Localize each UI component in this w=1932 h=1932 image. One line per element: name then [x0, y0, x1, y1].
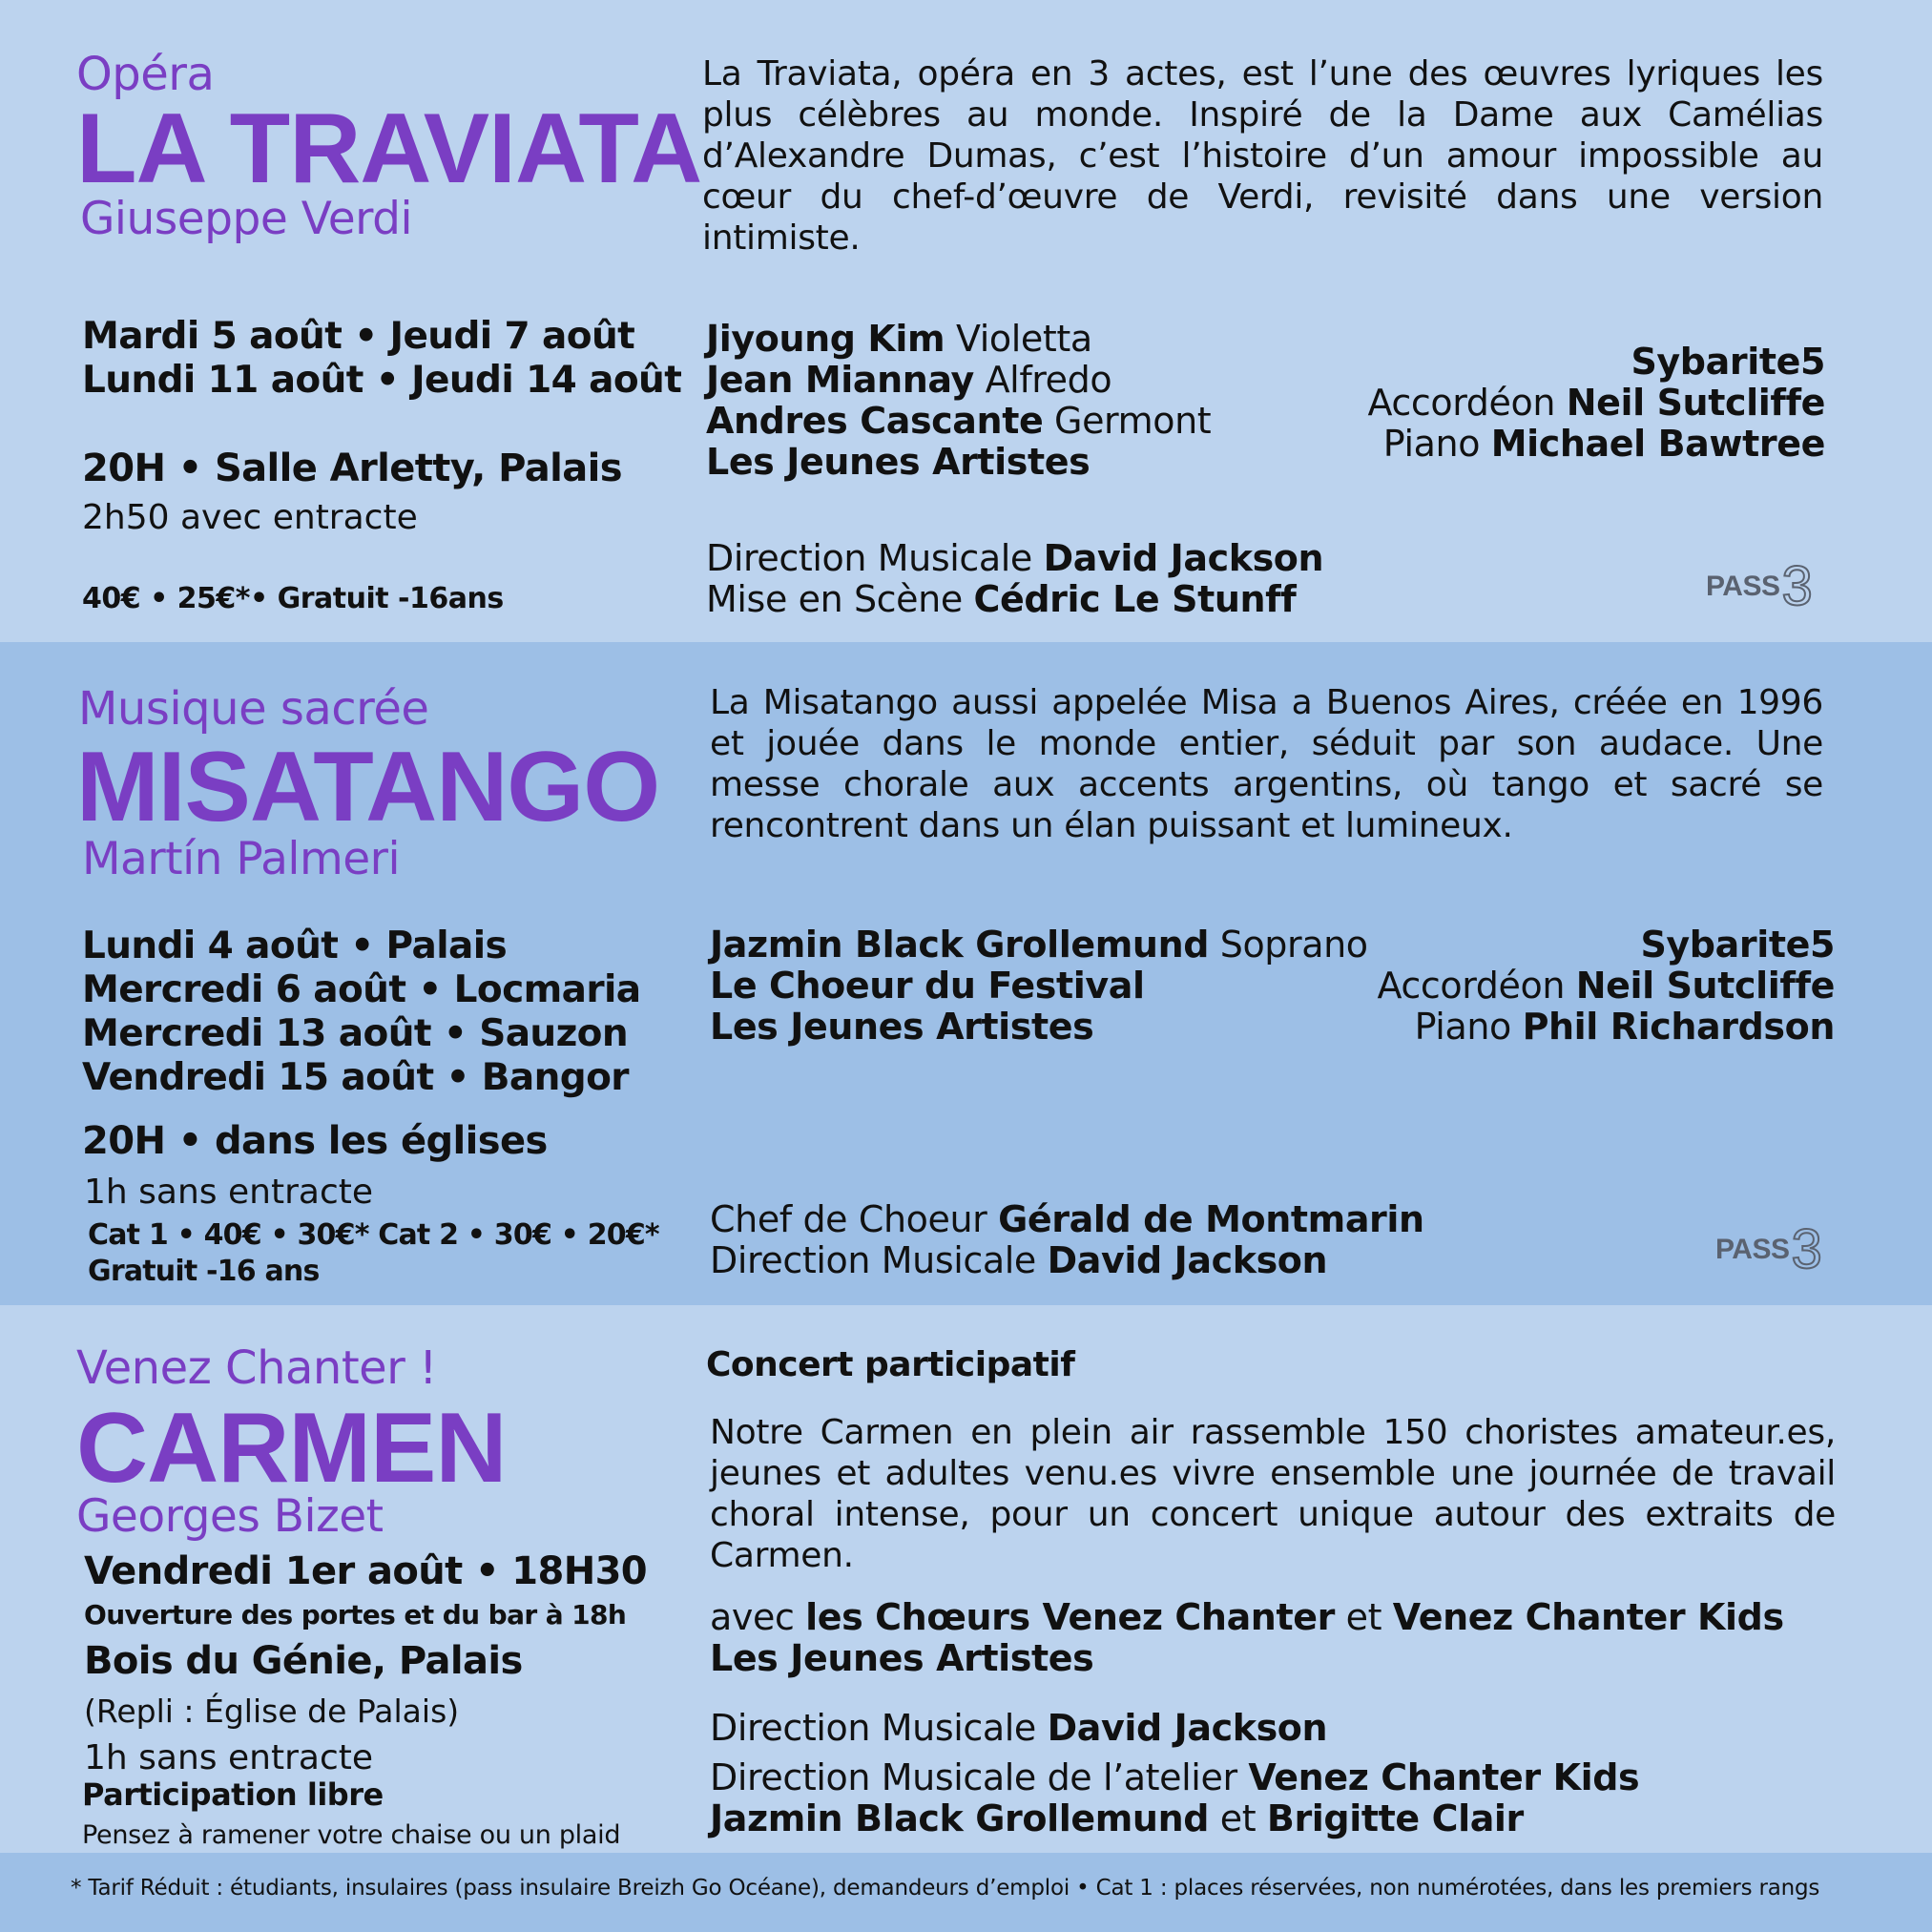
misatango-prices: Cat 1 • 40€ • 30€* Cat 2 • 30€ • 20€* — [88, 1218, 659, 1252]
traviata-ensemble — [1367, 342, 1825, 465]
credit-row — [710, 1708, 1327, 1749]
carmen-duration: 1h sans entracte — [84, 1738, 373, 1777]
pass-label: PASS — [1715, 1234, 1790, 1265]
traviata-time-venue: 20H • Salle Arletty, Palais — [82, 447, 622, 490]
date-line: Vendredi 15 août • Bangor — [82, 1056, 629, 1099]
cast-role: Germont — [1054, 400, 1212, 442]
carmen-price: Participation libre — [82, 1776, 384, 1813]
ensemble-line — [1377, 966, 1835, 1007]
carmen-subtitle: Concert participatif — [706, 1345, 1075, 1384]
cast-role: Violetta — [955, 318, 1092, 360]
cast-row — [706, 319, 1211, 360]
cast-name: Andres Cascante — [706, 400, 1044, 442]
date-line: Mardi 5 août • Jeudi 7 août — [82, 315, 635, 358]
instrument-label: Accordéon — [1377, 965, 1566, 1007]
traviata-dates — [82, 315, 681, 403]
carmen-date-time: Vendredi 1er août • 18H30 — [84, 1549, 648, 1593]
carmen-direction — [710, 1708, 1327, 1749]
misatango-description: La Misatango aussi appelée Misa a Buenos Aires, créée en 1996 et jouée dans le monde entier, séduit par son audace. Une messe chorale aux accents argentins, où tango et sacré se rencontrent dans un élan puissant et lumineux. — [710, 683, 1823, 845]
cast-name: Jiyoung Kim — [706, 318, 945, 360]
cast-name: Les Jeunes Artistes — [706, 441, 1091, 483]
conjunction: et — [1345, 1596, 1382, 1638]
cast-row — [710, 966, 1368, 1007]
credit-name: Brigitte Clair — [1266, 1797, 1524, 1839]
footer-note — [0, 1853, 1932, 1932]
pass-label: PASS — [1706, 571, 1780, 602]
traviata-prices: 40€ • 25€*• Gratuit -16ans — [82, 582, 504, 615]
misatango-duration: 1h sans entracte — [84, 1173, 373, 1212]
date-line: Mercredi 6 août • Locmaria — [82, 968, 641, 1011]
footer-text: * Tarif Réduit : étudiants, insulaires (pass insulaire Breizh Go Océane), demandeurs d’emploi • Cat 1 : places réservées, non numérotées, dans les premiers rangs — [71, 1876, 1820, 1901]
traviata-duration: 2h50 avec entracte — [82, 498, 418, 537]
choir-name: les Chœurs Venez Chanter — [805, 1596, 1335, 1638]
carmen-venue: Bois du Génie, Palais — [84, 1639, 523, 1683]
carmen-description: Notre Carmen en plein air rassemble 150 choristes amateur.es, jeunes et adultes venu.es vivre ensemble une journée de travail choral intense, pour un concert unique autour des extraits de Carmen. — [710, 1413, 1836, 1575]
conjunction: et — [1219, 1797, 1257, 1839]
carmen-performers — [710, 1597, 1784, 1679]
cast-row — [706, 442, 1211, 483]
traviata-composer: Giuseppe Verdi — [80, 193, 413, 245]
pass-number: 3 — [1791, 1218, 1822, 1280]
credit-row — [706, 579, 1323, 620]
cast-role: Soprano — [1219, 924, 1368, 966]
cast-row — [710, 1007, 1368, 1048]
credit-name: Cédric Le Stunff — [973, 578, 1297, 620]
credit-label: Direction Musicale de l’atelier — [710, 1756, 1237, 1798]
misatango-ensemble — [1377, 924, 1835, 1048]
misatango-title: MISATANGO — [76, 732, 660, 842]
credit-name: David Jackson — [1047, 1239, 1328, 1281]
credit-label: Mise en Scène — [706, 578, 963, 620]
credit-row — [710, 1240, 1424, 1281]
credit-name: David Jackson — [1047, 1707, 1328, 1749]
ensemble-name: Sybarite5 — [1631, 341, 1825, 383]
ensemble-line — [1367, 424, 1825, 465]
cast-row — [710, 924, 1368, 966]
cast-role: Alfredo — [985, 359, 1112, 401]
cast-row — [706, 360, 1211, 401]
carmen-composer: Georges Bizet — [76, 1490, 384, 1543]
credit-name: Jazmin Black Grollemund — [710, 1797, 1210, 1839]
carmen-note: Pensez à ramener votre chaise ou un plaid — [82, 1820, 621, 1850]
credit-label: Direction Musicale — [706, 537, 1032, 579]
ensemble-line — [1367, 383, 1825, 424]
instrument-label: Accordéon — [1367, 382, 1556, 424]
with-line — [710, 1597, 1784, 1638]
carmen-doors: Ouverture des portes et du bar à 18h — [84, 1599, 627, 1631]
carmen-atelier — [710, 1757, 1639, 1839]
pass-3-badge — [1706, 555, 1813, 617]
cast-name: Le Choeur du Festival — [710, 965, 1145, 1007]
misatango-genre: Musique sacrée — [78, 682, 429, 736]
ensemble-name: Sybarite5 — [1640, 924, 1835, 966]
misatango-time-venue: 20H • dans les églises — [82, 1119, 548, 1163]
traviata-genre: Opéra — [76, 48, 215, 101]
cast-row — [706, 401, 1211, 442]
credit-row — [710, 1199, 1424, 1240]
instrument-label: Piano — [1414, 1006, 1511, 1048]
misatango-composer: Martín Palmeri — [82, 833, 401, 885]
with-prefix: avec — [710, 1596, 795, 1638]
traviata-description: La Traviata, opéra en 3 actes, est l’une des œuvres lyriques les plus célèbres au monde. Inspiré de la Dame aux Camélias d’Alexandre Dumas, c’est l’histoire d’un amour impossible au cœur du chef-d’œuvre de Verdi, revisité dans une version intimiste. — [702, 54, 1823, 258]
credit-name: Venez Chanter Kids — [1248, 1756, 1640, 1798]
credit-row — [710, 1798, 1639, 1839]
event-traviata — [0, 0, 1932, 642]
musician-name: Neil Sutcliffe — [1566, 382, 1825, 424]
date-line: Mercredi 13 août • Sauzon — [82, 1012, 629, 1055]
cast-name: Les Jeunes Artistes — [710, 1006, 1094, 1048]
event-carmen — [0, 1305, 1932, 1932]
carmen-title: CARMEN — [76, 1393, 507, 1504]
instrument-label: Piano — [1382, 423, 1481, 465]
credit-name: David Jackson — [1043, 537, 1324, 579]
musician-name: Phil Richardson — [1522, 1006, 1835, 1048]
date-line: Lundi 4 août • Palais — [82, 924, 508, 967]
pass-number: 3 — [1781, 555, 1813, 617]
event-misatango — [0, 642, 1932, 1305]
misatango-credits — [710, 1199, 1424, 1281]
credit-label: Direction Musicale — [710, 1707, 1036, 1749]
misatango-prices-free: Gratuit -16 ans — [88, 1255, 320, 1288]
ensemble-line — [1377, 1007, 1835, 1048]
credit-label: Chef de Choeur — [710, 1198, 987, 1240]
musician-name: Neil Sutcliffe — [1575, 965, 1835, 1007]
kids-choir-name: Venez Chanter Kids — [1392, 1596, 1784, 1638]
credit-row — [706, 538, 1323, 579]
credit-name: Gérald de Montmarin — [998, 1198, 1424, 1240]
cast-name: Jean Miannay — [706, 359, 974, 401]
misatango-cast — [710, 924, 1368, 1048]
traviata-credits — [706, 538, 1323, 620]
misatango-dates — [82, 924, 641, 1100]
cast-name: Jazmin Black Grollemund — [710, 924, 1210, 966]
credit-label: Direction Musicale — [710, 1239, 1036, 1281]
artists-line: Les Jeunes Artistes — [710, 1637, 1094, 1679]
carmen-genre: Venez Chanter ! — [76, 1341, 437, 1395]
date-line: Lundi 11 août • Jeudi 14 août — [82, 359, 682, 402]
pass-3-badge — [1715, 1218, 1822, 1280]
traviata-title: LA TRAVIATA — [76, 93, 702, 204]
credit-row — [710, 1757, 1639, 1798]
musician-name: Michael Bawtree — [1490, 423, 1825, 465]
traviata-cast — [706, 319, 1211, 483]
carmen-fallback: (Repli : Église de Palais) — [84, 1693, 460, 1730]
